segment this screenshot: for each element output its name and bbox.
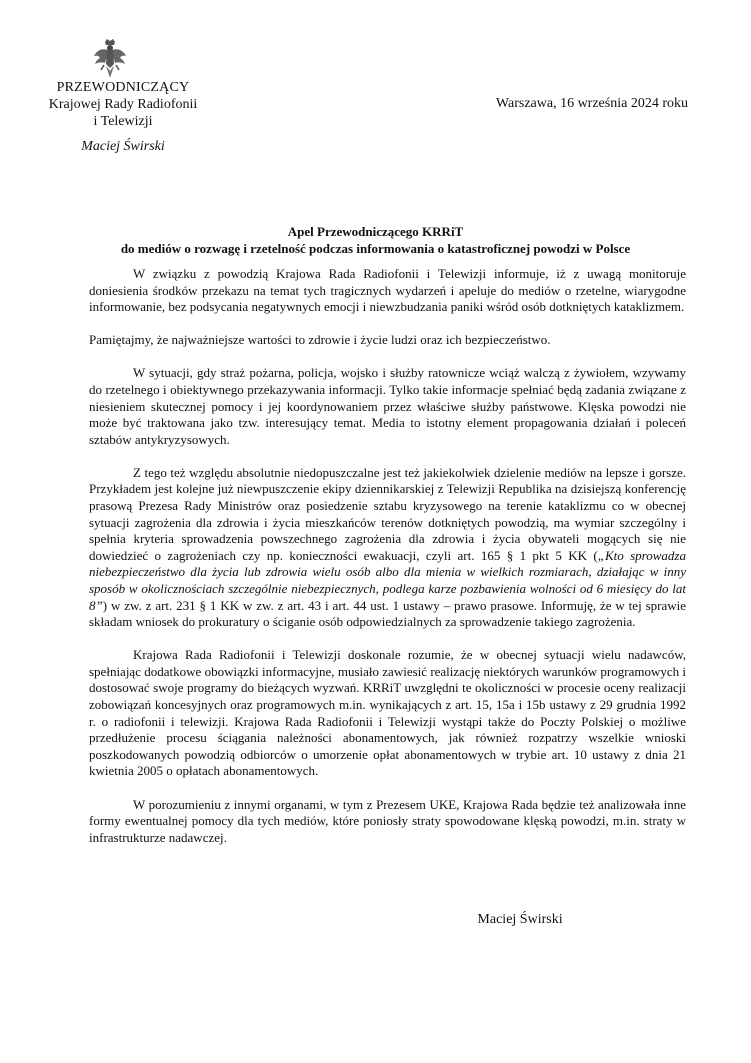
letter-title-line2: do mediów o rozwagę i rzetelność podczas informowania o katastroficznej powodzi w Polsce: [120, 241, 631, 256]
sender-name: Maciej Świrski: [81, 139, 165, 154]
polish-eagle-emblem-icon: [92, 38, 128, 80]
letter-body: [89, 266, 686, 863]
sender-title: PRZEWODNICZĄCY: [56, 80, 190, 95]
sender-block: [28, 79, 218, 155]
paragraph-4-text-before: Z tego też względu absolutnie niedopuszczalne jest też jakiekolwiek dzielenie mediów na lepsze i gorsze. Przykładem jest kolejne już niewpuszczenie ekipy dziennikarskiej z Telewizji Republika na dzisiejszą konferencję prasową Prezesa Rady Ministrów oraz posiedzenie sztabu kryzysowego na terenie kataklizmu co w obecnej sytuacji zagrożenia dla zdrowia i życia mieszkańców terenów dotkniętych powodzią, ma wymiar szczególny i spełnia kryteria sprowadzenia powszechnego zagrożenia dla zdrowia i życia obywateli mogących się nie dowiedzieć o zagrożeniach czy np. konieczności ewakuacji, czyli art. 165 § 1 pkt 5 KK (: [89, 464, 686, 563]
paragraph-5: Krajowa Rada Radiofonii i Telewizji doskonale rozumie, że w obecnej sytuacji wielu nadawców, spełniając dodatkowe obowiązki informacyjne, musiało zawiesić realizację niektórych warunków programowych i dostosować swoje programy do bieżących wyzwań. KRRiT uwzględni te okoliczności w procesie oceny realizacji zobowiązań koncesyjnych oraz programowych m.in. wynikających z art. 15, 15a i 15b ustawy z 29 grudnia 1992 r. o radiofonii i telewizji. Krajowa Rada Radiofonii i Telewizji wystąpi także do Poczty Polskiej o możliwe przedłużenie procesu ściągania należności abonamentowych, jak również rozpatrzy wszelkie wnioski poszkodowanych powodzią odbiorców o umorzenie opłat abonamentowych w trybie art. 10 ustawy z dnia 21 kwietnia 2005 o opłatach abonamentowych.: [89, 647, 686, 779]
signature: Maciej Świrski: [477, 912, 563, 927]
letter-title-line1: Apel Przewodniczącego KRRiT: [287, 224, 464, 239]
paragraph-1: W związku z powodzią Krajowa Rada Radiofonii i Telewizji informuje, iż z uwagą monitoruje doniesienia środków przekazu na temat tych tragicznych wydarzeń i apeluje do mediów o rzetelne, wiarygodne informowanie, bez podsycania negatywnych emocji i niewzbudzania paniki wśród osób dotkniętych kataklizmem.: [89, 266, 686, 315]
letter-title: [60, 223, 691, 257]
paragraph-6: W porozumieniu z innymi organami, w tym z Prezesem UKE, Krajowa Rada będzie też analizowała inne formy ewentualnej pomocy dla tych mediów, które poniosły straty spowodowane klęską powodzi, m.in. straty w infrastrukturze nadawczej.: [89, 796, 686, 845]
date-line: Warszawa, 16 września 2024 roku: [495, 96, 688, 111]
paragraph-4-text-after: ) w zw. z art. 231 § 1 KK w zw. z art. 43 i art. 44 ust. 1 ustawy – prawo prasowe. Informuję, że w tej sprawie składam wniosek do prokuratury o ściganie osób odpowiedzialnych za sprowadzenie takiego zagrożenia.: [89, 597, 686, 630]
sender-org-line2: i Telewizji: [93, 114, 153, 129]
sender-org-line1: Krajowej Rady Radiofonii: [48, 97, 198, 112]
paragraph-3: W sytuacji, gdy straż pożarna, policja, wojsko i służby ratownicze wciąż walczą z żywiołem, wzywamy do rzetelnego i obiektywnego przekazywania informacji. Tylko takie informacje spełniać będą zadania związane z niesieniem skutecznej pomocy i jej koordynowaniem przez właściwe służby państwowe. Klęska powodzi nie może być traktowana jako tzw. interesujący temat. Media to istotny element propagowania działań i poleceń sztabów antykryzysowych.: [89, 365, 686, 447]
paragraph-2: Pamiętajmy, że najważniejsze wartości to zdrowie i życie ludzi oraz ich bezpieczeństwo.: [89, 332, 551, 348]
paragraph-4-quote: „Kto sprowadza niebezpieczeństwo dla życia lub zdrowia wielu osób albo dla mienia w wielkich rozmiarach, działając w inny sposób w okolicznościach szczególnie niebezpiecznych, podlega karze pozbawienia wolności od 6 miesięcy do lat 8”: [89, 547, 686, 613]
paragraph-4: [89, 465, 686, 631]
